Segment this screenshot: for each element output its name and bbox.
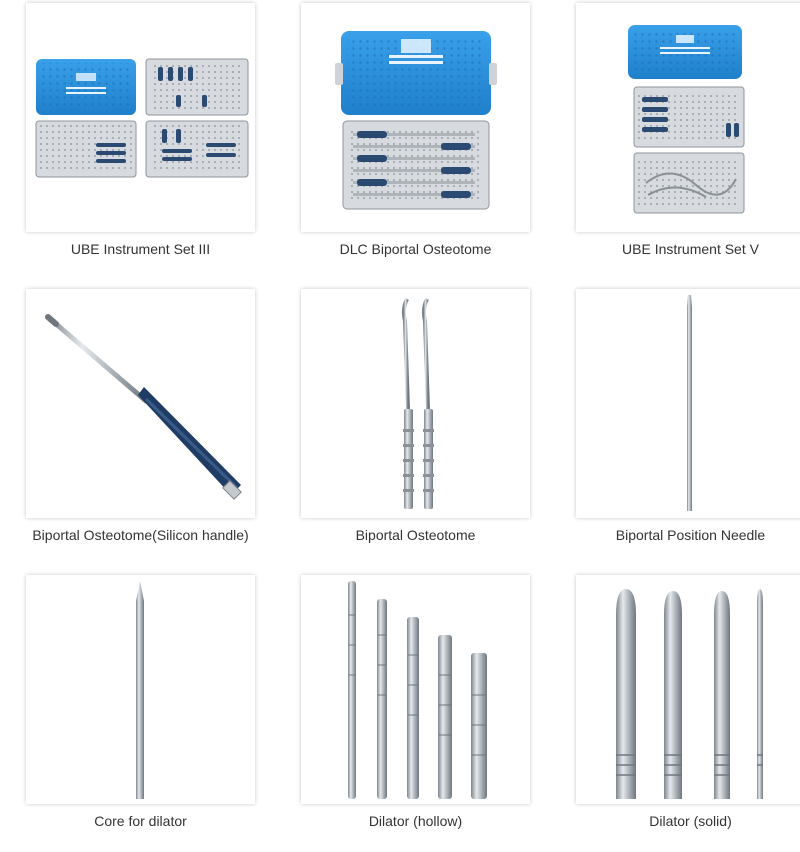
product-name[interactable]: Dilator (solid): [649, 813, 732, 829]
product-image[interactable]: [301, 3, 530, 232]
product-name[interactable]: Core for dilator: [94, 813, 187, 829]
product-name[interactable]: Biportal Osteotome: [355, 527, 476, 543]
product-image[interactable]: [26, 3, 255, 232]
product-image[interactable]: [301, 289, 530, 518]
product-name[interactable]: UBE Instrument Set III: [70, 241, 211, 257]
product-name[interactable]: Biportal Osteotome(Silicon handle): [32, 527, 249, 543]
product-image[interactable]: [576, 289, 800, 518]
product-name[interactable]: DLC Biportal Osteotome: [339, 241, 492, 257]
product-image[interactable]: [301, 575, 530, 804]
product-image[interactable]: [576, 3, 800, 232]
product-name[interactable]: UBE Instrument Set V: [622, 241, 759, 257]
product-image[interactable]: [26, 289, 255, 518]
product-image[interactable]: [26, 575, 255, 804]
product-name[interactable]: Dilator (hollow): [368, 813, 463, 829]
product-image[interactable]: [576, 575, 800, 804]
product-name[interactable]: Biportal Position Needle: [615, 527, 766, 543]
